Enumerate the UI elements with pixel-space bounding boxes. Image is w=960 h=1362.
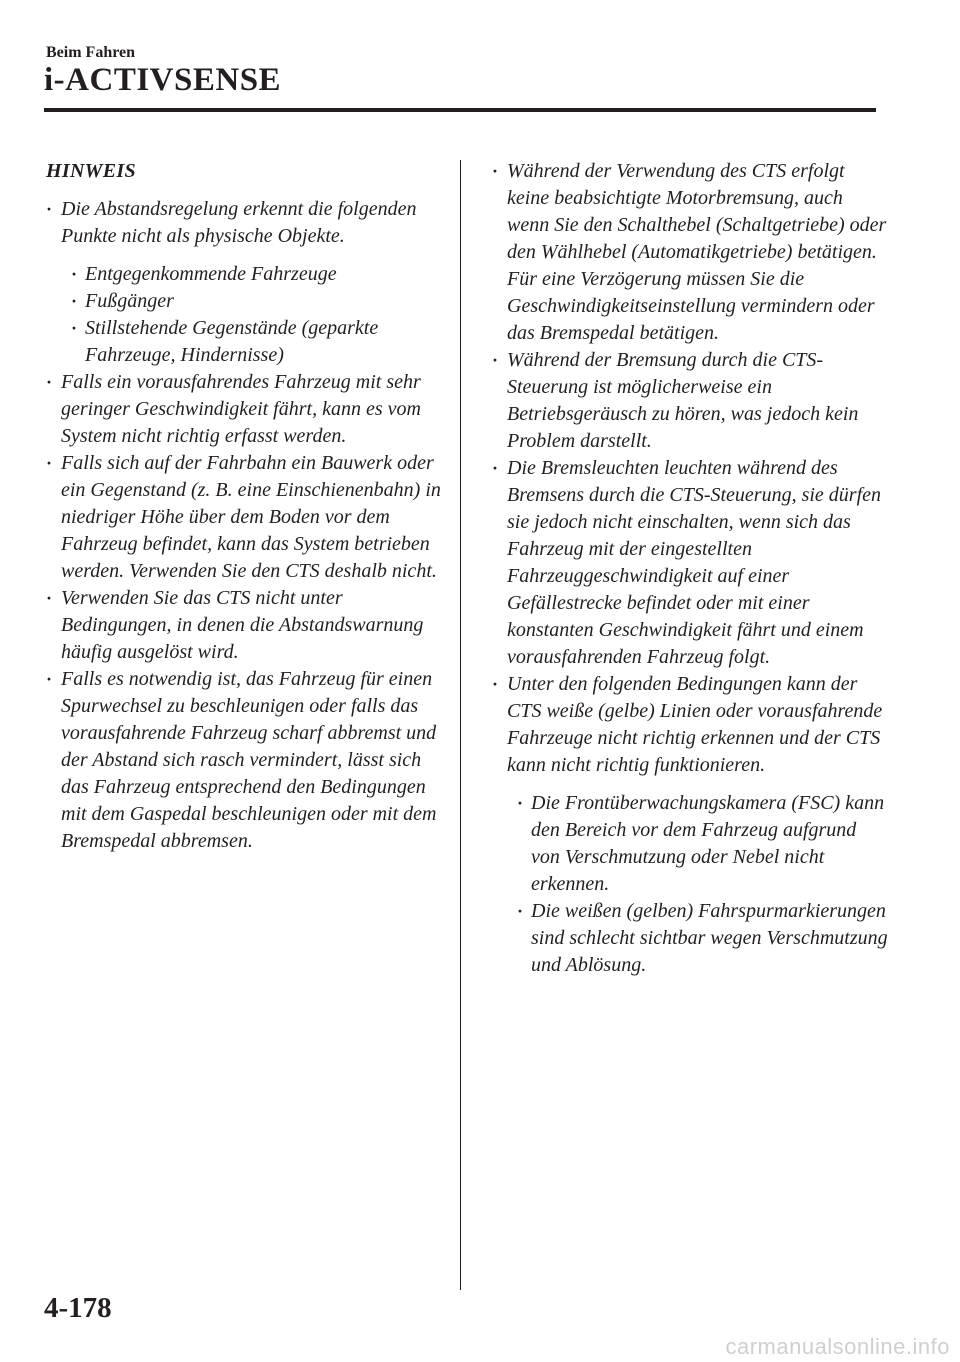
list-item-text: Die Bremsleuchten leuchten während des Bremsens durch die CTS-Steuerung, sie dürfen sie jedoch nicht einschalten, wenn sich das Fahrzeug mit der eingestellten Fahrzeuggeschwindigkeit auf einer Gefällestrecke befindet oder mit einer konstanten Geschwindigkeit fährt und einem vorausfahrenden Fahrzeug folgt. <box>507 457 882 668</box>
bullet-icon: · <box>517 793 524 813</box>
list-item <box>46 666 450 855</box>
sub-list-item-text: Die weißen (gelben) Fahrspurmarkierungen sind schlecht sichtbar wegen Verschmutzung und Ablösung. <box>531 900 888 976</box>
sub-list-item <box>507 898 888 979</box>
list-item-text: Verwenden Sie das CTS nicht unter Bedingungen, in denen die Abstandswarnung häufig ausgelöst wird. <box>61 587 424 663</box>
list-item-text: Die Abstandsregelung erkennt die folgenden Punkte nicht als physische Objekte. <box>61 198 417 247</box>
note-list <box>46 196 450 855</box>
chapter-title: i-ACTIVSENSE <box>44 62 282 98</box>
bullet-icon: · <box>46 453 53 473</box>
sub-list-item-text: Stillstehende Gegenstände (geparkte Fahrzeuge, Hindernisse) <box>85 317 379 366</box>
list-item-text: Falls ein vorausfahrendes Fahrzeug mit sehr geringer Geschwindigkeit fährt, kann es vom System nicht richtig erfasst werden. <box>61 371 421 447</box>
sub-list-item <box>61 261 450 288</box>
section-label: Beim Fahren <box>46 44 136 61</box>
bullet-icon: · <box>492 161 499 181</box>
bullet-icon: · <box>46 199 53 219</box>
list-item <box>46 196 450 369</box>
sub-list <box>61 261 450 369</box>
bullet-icon: · <box>46 372 53 392</box>
list-item <box>492 671 888 979</box>
list-item <box>492 455 888 671</box>
bullet-icon: · <box>71 291 78 311</box>
bullet-icon: · <box>71 318 78 338</box>
bullet-icon: · <box>492 458 499 478</box>
sub-list-item-text: Die Frontüberwachungskamera (FSC) kann den Bereich vor dem Fahrzeug aufgrund von Verschmutzung oder Nebel nicht erkennen. <box>531 792 885 895</box>
sub-list-item <box>61 315 450 369</box>
sub-list-item-text: Entgegenkommende Fahrzeuge <box>85 263 337 285</box>
bullet-icon: · <box>46 669 53 689</box>
list-item-text: Falls sich auf der Fahrbahn ein Bauwerk oder ein Gegenstand (z. B. eine Einschienenbahn) in niedriger Höhe über dem Boden vor dem Fahrzeug befindet, kann das System betrieben werden. Verwenden Sie den CTS deshalb nicht. <box>61 452 441 582</box>
bullet-icon: · <box>71 264 78 284</box>
list-item-text: Unter den folgenden Bedingungen kann der CTS weiße (gelbe) Linien oder vorausfahrende Fahrzeuge nicht richtig erkennen und der CTS kann nicht richtig funktionieren. <box>507 673 883 776</box>
left-column <box>46 158 450 855</box>
list-item <box>46 450 450 585</box>
sub-list-item-text: Fußgänger <box>85 290 174 312</box>
list-item-text: Während der Bremsung durch die CTS-Steuerung ist möglicherweise ein Betriebsgeräusch zu hören, was jedoch kein Problem darstellt. <box>507 349 859 452</box>
bullet-icon: · <box>517 901 524 921</box>
sub-list <box>507 790 888 979</box>
sub-list-item <box>61 288 450 315</box>
watermark: carmanualsonline.info <box>725 1334 950 1359</box>
note-heading: HINWEIS <box>46 160 136 182</box>
list-item-text: Falls es notwendig ist, das Fahrzeug für einen Spurwechsel zu beschleunigen oder falls das vorausfahrende Fahrzeug scharf abbremst und der Abstand sich rasch vermindert, lässt sich das Fahrzeug entsprechend den Bedingungen mit dem Gaspedal beschleunigen oder mit dem Bremspedal abbremsen. <box>61 668 437 852</box>
list-item <box>492 158 888 347</box>
bullet-icon: · <box>492 350 499 370</box>
header-rule <box>44 108 876 112</box>
page-number: 4-178 <box>44 1292 112 1324</box>
list-item-text: Während der Verwendung des CTS erfolgt keine beabsichtigte Motorbremsung, auch wenn Sie den Schalthebel (Schaltgetriebe) oder den Wählhebel (Automatikgetriebe) betätigen. Für eine Verzögerung müssen Sie die Geschwindigkeitseinstellung vermindern oder das Bremspedal betätigen. <box>507 160 887 344</box>
note-list <box>492 158 888 979</box>
right-column <box>492 158 888 979</box>
list-item <box>46 369 450 450</box>
list-item <box>46 585 450 666</box>
sub-list-item <box>507 790 888 898</box>
list-item <box>492 347 888 455</box>
column-divider <box>460 160 461 1290</box>
bullet-icon: · <box>492 674 499 694</box>
bullet-icon: · <box>46 588 53 608</box>
